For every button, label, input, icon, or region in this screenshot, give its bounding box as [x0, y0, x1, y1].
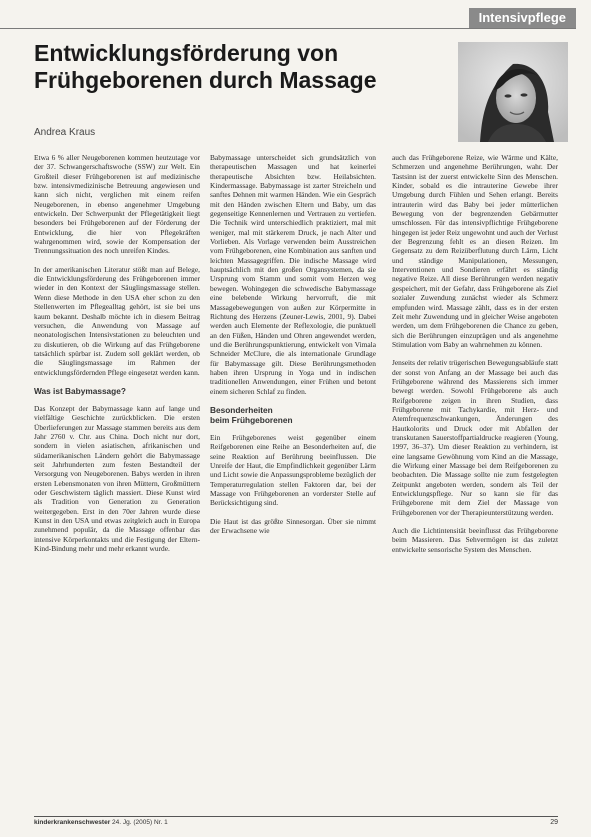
text-column-2 [210, 153, 376, 544]
journal-footer [34, 819, 168, 826]
subheading [210, 405, 376, 425]
article-title [34, 40, 424, 94]
paragraph: Jenseits der relativ trügerischen Bewegungsabläufe statt der sonst von Anfang an der Massage bei auch das Frühgeborene während des Massierens sich immer bewegt werden. Sowohl Frühgeborene als auch Reifgeborene zeigen in ihren Studien, dass Frühgeborene mit Tachykardie, mit Herz- und Atemfrequenzschwankungen, Änderungen des Hautkolorits und Druck oder mit Abfallen der transkutanen Sauerstoffpartialdrucke reagieren (Young, 1997, 36–37). Um dieser Reaktion zu verhindern, ist eine langsame Gewöhnung vom Kind an die Massage, die Wirkung einer Massage bei dem Reifgeborenen zu beobachten. Die Massage sollte nie zum festgelegten Zeitpunkt angeboten werden, sondern als Teil der Entwicklungspflege. Nur so kann sie für das Frühgeborene mit dem Ziel der Massage von Frühgeborenen vor der Therapieunterstützung werden. [392, 358, 558, 517]
section-tag: Intensivpflege [469, 8, 576, 28]
paragraph: Auch die Lichtintensität beeinflusst das Frühgeborene beim Massieren. Das Sehvermögen ist das zuletzt entwickelte sensorische System des Menschen. [392, 526, 558, 554]
text-column-1 [34, 153, 200, 562]
paragraph: Ein Frühgeborenes weist gegenüber einem Reifgeborenen eine Reihe an Besonderheiten auf, die seine Reaktion auf Berührung beeinflussen. Die Unreife der Haut, die Empfindlichkeit gegenüber Lärm und Licht sowie die Anpassungsprobleme bezüglich der Temperaturregulation stellen Faktoren dar, bei der Massage von Frühgeborenen an vorderster Stelle auf Berücksichtigung sind. [210, 432, 376, 508]
page-number: 29 [550, 819, 558, 826]
footer-rule [34, 816, 558, 817]
article-title-line1: Entwicklungsförderung von [34, 40, 339, 66]
subheading-line2: beim Frühgeborenen [210, 414, 293, 425]
paragraph: Die Haut ist das größte Sinnesorgan. Über sie nimmt der Erwachsene wie [210, 516, 376, 536]
subheading: Was ist Babymassage? [34, 385, 126, 396]
article-title-line2: Frühgeborenen durch Massage [34, 67, 377, 93]
journal-issue: 24. Jg. (2005) Nr. 1 [112, 819, 168, 826]
text-column-3 [392, 153, 558, 563]
paragraph: Babymassage unterscheidet sich grundsätzlich von therapeutischen Massagen und hat keinerlei therapeutische Absichten bzw. Heilabsichten. Kindermassage. Babymassage ist zarter Streicheln und sanftes Dehnen mit warmen Händen. Wie ein Gespräch mit den Händen zwischen Eltern und Baby, um das gegenseitige Kennenlernen und Vertrauen zu vertiefen. Die Technik wird unterschiedlich praktiziert, mal mit weniger, mal mit stärkerem Druck, je nach Alter und Vorlieben. Als Vorlage verwenden beim Ausstreichen vom Frühgeborenen, eine Kombination aus sanften und leichten Massagegriffen. Die indische Massage wird hauptsächlich mit den großen Organsystemen, da sie Ursprung vom Stamm und somit vom Herzen weg bewegen. Wohingegen die schwedische Babymassage eine belebende Wirkung hervorruft, die mit Massagebewegungen von außen zur Körpermitte in Richtung des Herzens (Zeuner-Lewis, 2001, 9). Dabei werden auch Elemente der Reflexologie, die punktuell an den Füßen, Händen und Ohren angewendet werden, und die Berührungspunktierung, entwickelt von Vimala Schneider McClure, die als internationale Grundlage für Babymassage gilt. Diese Berührungsmethoden haben ihren Ursprung in Yoga und in indischen traditionellen Anwendungen, einer Frühen und betont einem sicheren Schlaf zu finden. [210, 153, 376, 396]
paragraph: Das Konzept der Babymassage kann auf lange und vielfältige Geschichte zurückblicken. Die ersten Überlieferungen zur Massage stammen bereits aus dem Jahr 2760 v. Chr. aus China. Doch nicht nur dort, sondern in vielen asiatischen, afrikanischen und südamerikanischen Ländern gehört die Babymassage seit Jahrhunderten zum festen Bestandteil der Versorgung von Neugeborenen. Babys werden in ihren ersten Lebensmonaten von ihren Müttern, Großmüttern oder Geschwistern täglich massiert. Diese Kunst wird als Tradition von Generation zu Generation weitergegeben. Erst in den 70er Jahren wurde diese Kunst in den USA und etwas zeitgleich auch in Europa zunehmend populär, da die Massage offenbar das intensive Körperkontakts und die Festigung der Eltern-Kind-Bindung mehr und mehr erkannt wurde. [34, 403, 200, 554]
author-portrait-image [458, 42, 568, 142]
paragraph: auch das Frühgeborene Reize, wie Wärme und Kälte, Schmerzen und angenehme Berührungen, wahr. Der Tastsinn ist der zuerst entwickelte Sinn des Menschen. Kinder, sobald es die intrauterine Gewebe ihrer Umgebung durch Fühlen und Sehen erlangt. Bereits intrauterin wird das Baby bei jeder mütterlichen Bewegung von der begrenzenden Gebärmutter umschlossen. Für das intensivpflichtige Frühgeborene hingegen ist jeder Reiz ungewohnt und auch der Verlust der Begrenzung fehlt es an diesen Reizen. Im Gegensatz zu dem Reizüberflutung durch Lärm, Licht und ständige Manipulationen, Messungen, Interventionen und Sondieren erfährt es ständig negative Reize. All diese Berührungen werden negativ gespeichert, mit der Gefahr, dass Frühgeborene als Ziel sozialer Zuwendung zunächst wieder als Schmerz empfunden wird. Massage zählt, dass es in der ersten Zeit mehr Zuwendung und in gleicher Weise angeboten werden, um dem Frühgeborenen die Chance zu geben, sich die Berührungen einzuprägen und als angenehme Stimulation vom Baby an wahrnehmen zu können. [392, 153, 558, 349]
article-author: Andrea Kraus [34, 127, 96, 138]
subheading-line1: Besonderheiten [210, 404, 273, 415]
paragraph: In der amerikanischen Literatur stößt man auf Belege, die Entwicklungsförderung des Frühgeborenen immer wieder in den Kontext der Säuglingsmassage stellen. Wenn diese Methode in den USA eher schon zu den Stellenwerten im Pflegealltag gehört, ist sie bei uns kaum bekannt. Deshalb möchte ich in diesem Beitrag versuchen, die Anwendung von Massage auf neonatologischen Intensivstationen zu beleuchten und zu diskutieren, ob die Wirkung auf das Frühgeborene tatsächlich spürbar ist. Zudem soll geklärt werden, ob die Säuglingsmassage im Rahmen der entwicklungsfördernden Pflege eingesetzt werden kann. [34, 264, 200, 377]
journal-name: kinderkrankenschwester [34, 819, 111, 826]
paragraph: Etwa 6 % aller Neugeborenen kommen heutzutage vor der 37. Schwangerschaftswoche (SSW) zur Welt. Ein Großteil dieser Frühgeborenen ist auf medizinische bzw. intensivmedizinische Betreuung angewiesen und kann sich nicht, verglichen mit einem reifen Neugeborenen, in ebenso angenehmer Umgebung entwickeln. Der Schwerpunkt der Pflegetätigkeit liegt besonders bei Frühgeborenen auf der Förderung der Entwicklung, die hier von Pflegekräften wahrgenommen wird, sowie der Kompensation der Trennungssituation des noch unreifen Kindes. [34, 153, 200, 256]
author-portrait [458, 42, 568, 142]
